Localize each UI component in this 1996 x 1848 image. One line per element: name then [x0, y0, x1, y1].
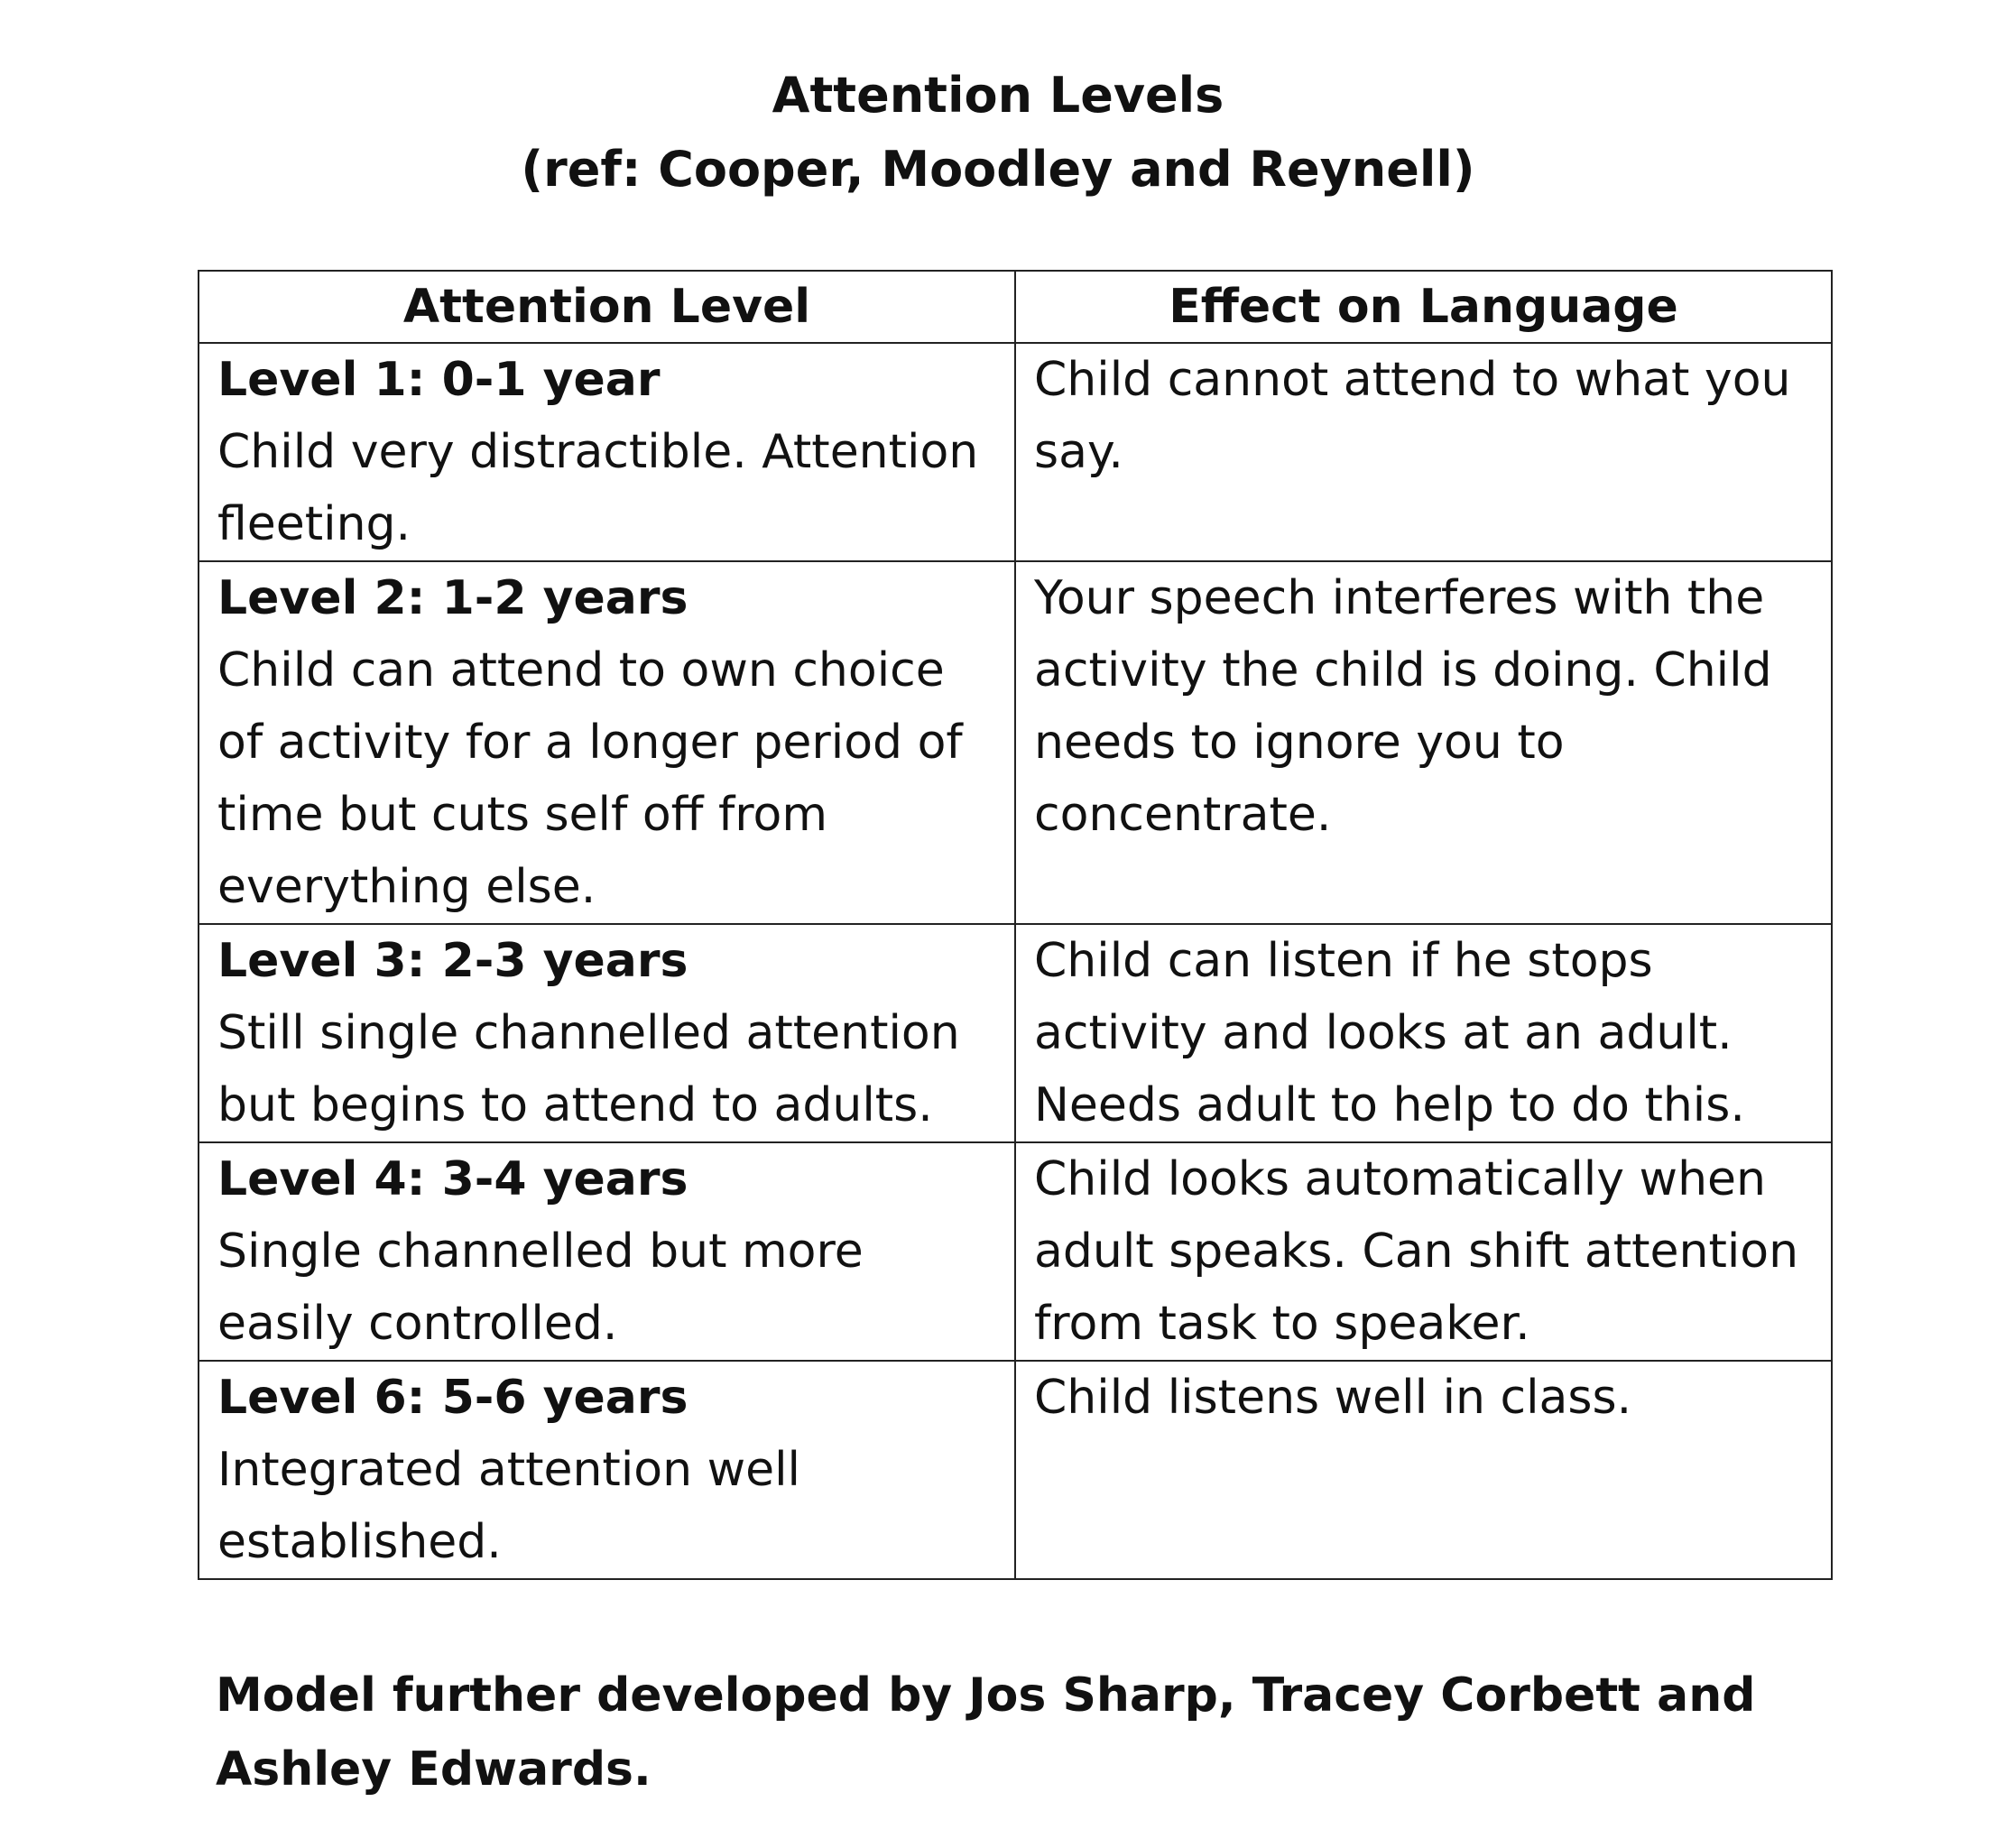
attention-level-cell — [199, 343, 1015, 561]
level-description: Still single channelled attention but begins to attend to adults. — [217, 1006, 960, 1132]
column-header-effect-on-language: Effect on Language — [1015, 271, 1832, 343]
effect-on-language-cell — [1015, 343, 1832, 561]
table-header-row — [199, 271, 1832, 343]
effect-text: Child looks automatically when adult speaks. Can shift attention from task to speaker. — [1034, 1152, 1799, 1351]
table-row — [199, 1142, 1832, 1361]
attention-level-cell — [199, 1361, 1015, 1579]
attention-level-cell — [199, 1142, 1015, 1361]
effect-text: Child listens well in class. — [1034, 1371, 1632, 1425]
table-row — [199, 924, 1832, 1142]
column-header-attention-level: Attention Level — [199, 271, 1015, 343]
effect-on-language-cell — [1015, 1361, 1832, 1579]
attention-level-cell — [199, 924, 1015, 1142]
level-description: Child very distractible. Attention fleeting. — [217, 425, 979, 551]
level-description: Integrated attention well established. — [217, 1443, 800, 1569]
level-description: Child can attend to own choice of activity for a longer period of time but cuts self off from everything else. — [217, 643, 963, 914]
effect-text: Child can listen if he stops activity and looks at an adult. Needs adult to help to do this. — [1034, 934, 1745, 1132]
level-heading: Level 6: 5-6 years — [217, 1371, 688, 1425]
level-description: Single channelled but more easily controlled. — [217, 1224, 864, 1351]
attention-levels-table — [198, 270, 1833, 1580]
effect-text: Child cannot attend to what you say. — [1034, 353, 1791, 479]
table-row — [199, 343, 1832, 561]
level-heading: Level 4: 3-4 years — [217, 1152, 688, 1206]
table-row — [199, 1361, 1832, 1579]
level-heading: Level 3: 2-3 years — [217, 934, 688, 988]
effect-text: Your speech interferes with the activity the child is doing. Child needs to ignore you to concentrate. — [1034, 571, 1772, 842]
effect-on-language-cell — [1015, 924, 1832, 1142]
effect-on-language-cell — [1015, 1142, 1832, 1361]
effect-on-language-cell — [1015, 561, 1832, 924]
level-heading: Level 2: 1-2 years — [217, 571, 688, 625]
attention-level-cell — [199, 561, 1015, 924]
page-subtitle-reference: (ref: Cooper, Moodley and Reynell) — [521, 141, 1475, 198]
page-title: Attention Levels — [772, 67, 1224, 124]
table-row — [199, 561, 1832, 924]
footer-credit-note: Model further developed by Jos Sharp, Tracey Corbett and Ashley Edwards. — [216, 1668, 1756, 1797]
level-heading: Level 1: 0-1 year — [217, 353, 661, 407]
